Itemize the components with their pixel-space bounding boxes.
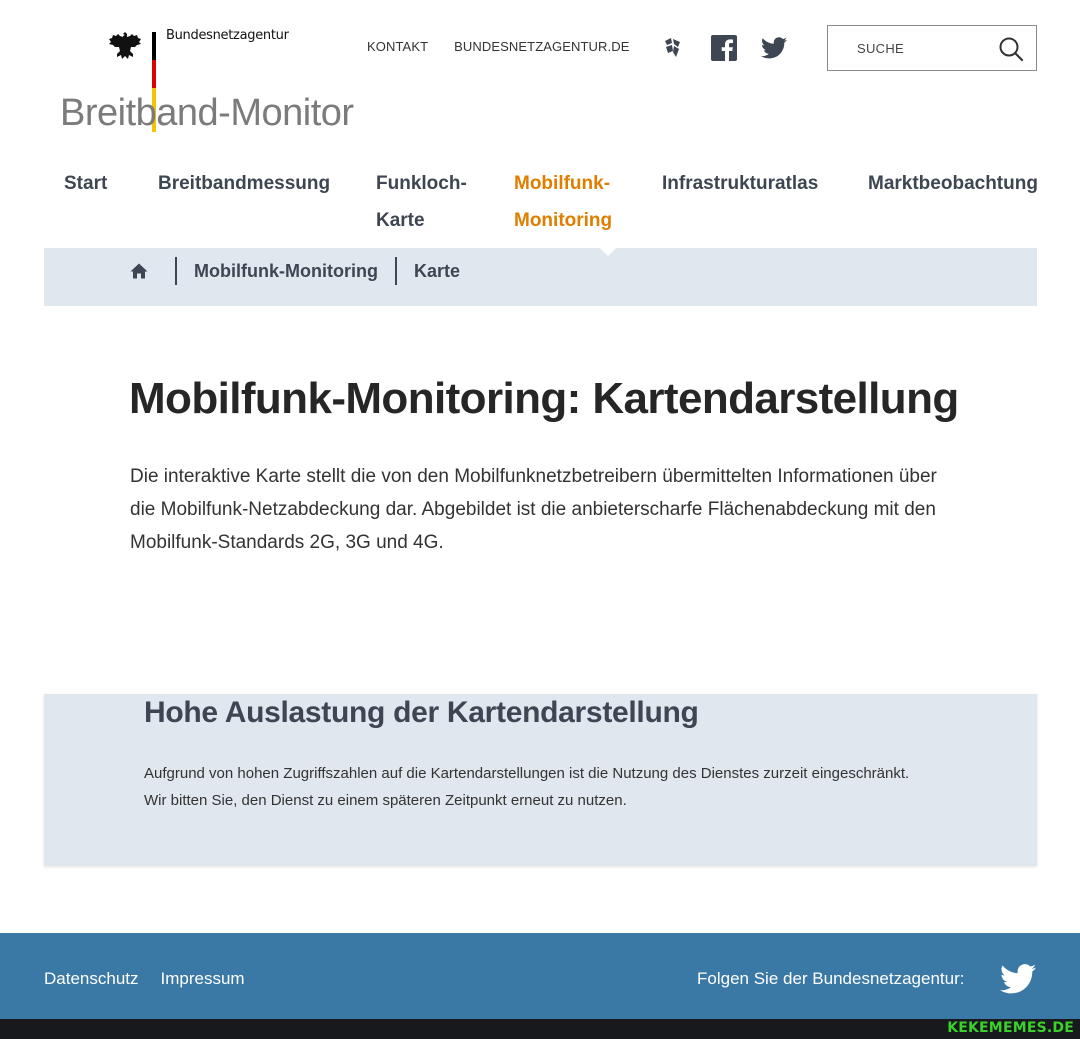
notice-text xyxy=(144,760,964,814)
contact-link[interactable]: KONTAKT xyxy=(367,39,429,54)
breadcrumb-separator xyxy=(395,257,397,285)
active-nav-indicator xyxy=(599,247,617,256)
notice-panel xyxy=(44,694,1037,866)
logo-text: Bundesnetzagentur xyxy=(166,28,289,43)
nav-item-start[interactable]: Start xyxy=(64,173,108,194)
breadcrumb-bar xyxy=(44,248,1037,306)
watermark: KEKEMEMES.DE xyxy=(947,1020,1074,1036)
notice-line-1: Aufgrund von hohen Zugriffszahlen auf die Kartendarstellungen ist die Nutzung des Dienstes zurzeit eingeschränkt. xyxy=(144,765,910,782)
notice-title: Hohe Auslastung der Kartendarstellung xyxy=(144,696,699,729)
nav-item-funkloch-karte[interactable]: Funkloch- Karte xyxy=(376,173,467,231)
intro-text: Die interaktive Karte stellt die von den Mobilfunknetzbetreibern übermittelten Informationen über die Mobilfunk-Netzabdeckung dar. Abgebildet ist die anbieterscharfe Flächenabdeckung mit den Mobilfunk-Standards 2G, 3G und 4G. xyxy=(130,466,937,553)
top-links xyxy=(367,39,630,54)
bottom-strip xyxy=(0,1019,1080,1039)
breadcrumb-separator xyxy=(175,257,177,285)
search-icon[interactable] xyxy=(998,36,1024,62)
breadcrumb-karte: Karte xyxy=(413,260,460,281)
bnetza-logo-icon[interactable] xyxy=(662,34,684,62)
home-icon[interactable] xyxy=(130,262,148,280)
nav-item-mobilfunk-monitoring[interactable]: Mobilfunk- Monitoring xyxy=(514,173,613,231)
search-box xyxy=(827,25,1037,71)
nav-item-infrastrukturatlas[interactable]: Infrastrukturatlas xyxy=(662,173,819,194)
facebook-icon[interactable] xyxy=(710,34,738,62)
main-nav xyxy=(0,165,1080,245)
twitter-icon[interactable] xyxy=(760,34,788,62)
footer-links xyxy=(44,969,245,989)
nav-item-marktbeobachtung[interactable]: Marktbeobachtung xyxy=(868,173,1038,194)
breadcrumb-mobilfunk-monitoring[interactable]: Mobilfunk-Monitoring xyxy=(194,260,378,281)
follow-text: Folgen Sie der Bundesnetzagentur: xyxy=(697,969,965,988)
footer-twitter-icon[interactable] xyxy=(1000,963,1036,995)
breadcrumb xyxy=(130,254,460,288)
site-title[interactable]: Breitband-Monitor xyxy=(60,92,354,134)
bundesnetzagentur-link[interactable]: BUNDESNETZAGENTUR.DE xyxy=(454,39,630,54)
privacy-link[interactable]: Datenschutz xyxy=(44,969,139,988)
search-input[interactable] xyxy=(828,26,988,70)
imprint-link[interactable]: Impressum xyxy=(160,969,245,988)
footer xyxy=(0,933,1080,1019)
federal-eagle-icon xyxy=(108,30,142,62)
page-title: Mobilfunk-Monitoring: Kartendarstellung xyxy=(129,374,959,423)
nav-item-breitbandmessung[interactable]: Breitbandmessung xyxy=(158,173,331,194)
notice-line-2: Wir bitten Sie, den Dienst zu einem späteren Zeitpunkt erneut zu nutzen. xyxy=(144,792,627,809)
